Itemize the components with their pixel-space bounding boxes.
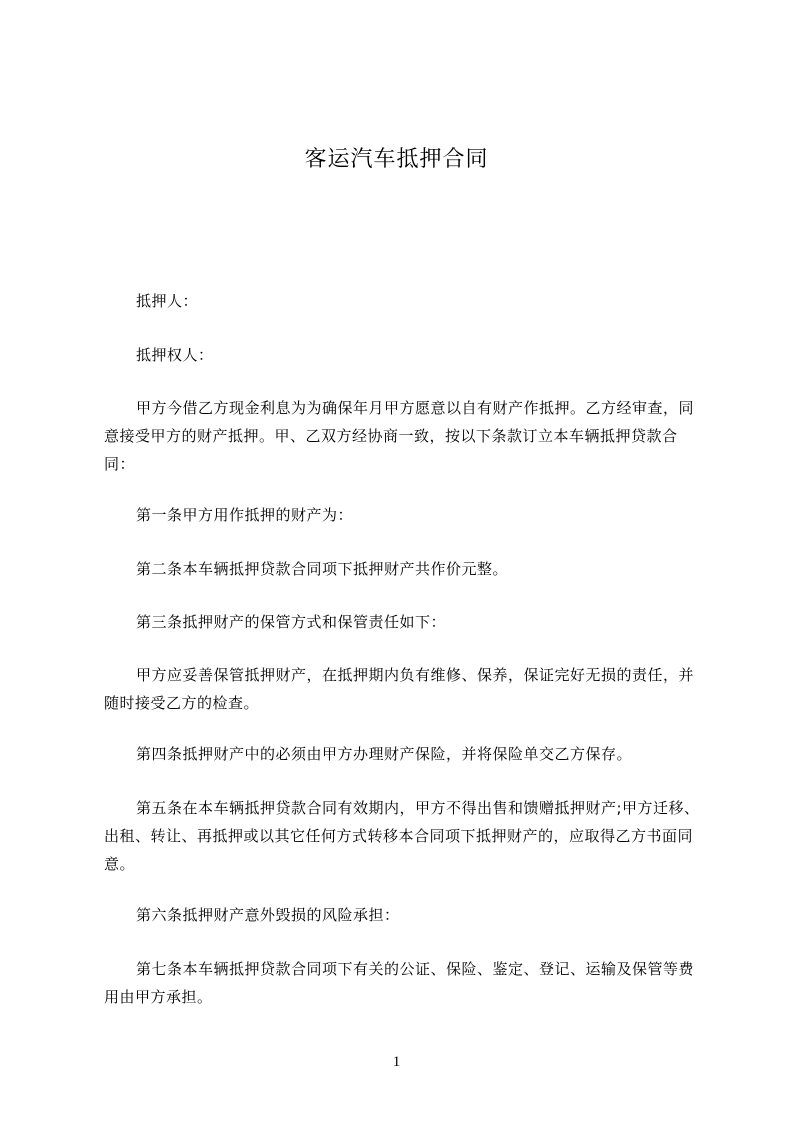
paragraph-mortgagee: 抵押权人： xyxy=(136,346,214,364)
paragraph-article-4: 第四条抵押财产中的必须由甲方办理财产保险，并将保险单交乙方保存。 xyxy=(136,745,633,763)
paragraph-article-6: 第六条抵押财产意外毁损的风险承担： xyxy=(136,906,400,924)
page-number: 1 xyxy=(392,1054,401,1070)
document-title: 客运汽车抵押合同 xyxy=(304,147,489,172)
paragraph-mortgagor: 抵押人： xyxy=(136,292,199,310)
paragraph-article-3: 第三条抵押财产的保管方式和保管责任如下： xyxy=(136,613,447,631)
paragraph-article-1: 第一条甲方用作抵押的财产为： xyxy=(136,506,354,524)
paragraph-article-7: 第七条本车辆抵押贷款合同项下有关的公证、保险、鉴定、登记、运输及保管等费用由甲方承担。 xyxy=(104,960,695,1006)
paragraph-preamble: 甲方今借乙方现金利息为为确保年月甲方愿意以自有财产作抵押。乙方经审查，同意接受甲方的财产抵押。甲、乙双方经协商一致，按以下条款订立本车辆抵押贷款合同： xyxy=(104,399,695,473)
paragraph-article-5: 第五条在本车辆抵押贷款合同有效期内，甲方不得出售和馈赠抵押财产;甲方迁移、出租、转让、再抵押或以其它任何方式转移本合同项下抵押财产的，应取得乙方书面同意。 xyxy=(104,799,700,873)
paragraph-article-2: 第二条本车辆抵押贷款合同项下抵押财产共作价元整。 xyxy=(136,560,509,578)
paragraph-article-3-detail: 甲方应妥善保管抵押财产，在抵押期内负有维修、保养，保证完好无损的责任，并随时接受乙方的检查。 xyxy=(104,666,695,712)
